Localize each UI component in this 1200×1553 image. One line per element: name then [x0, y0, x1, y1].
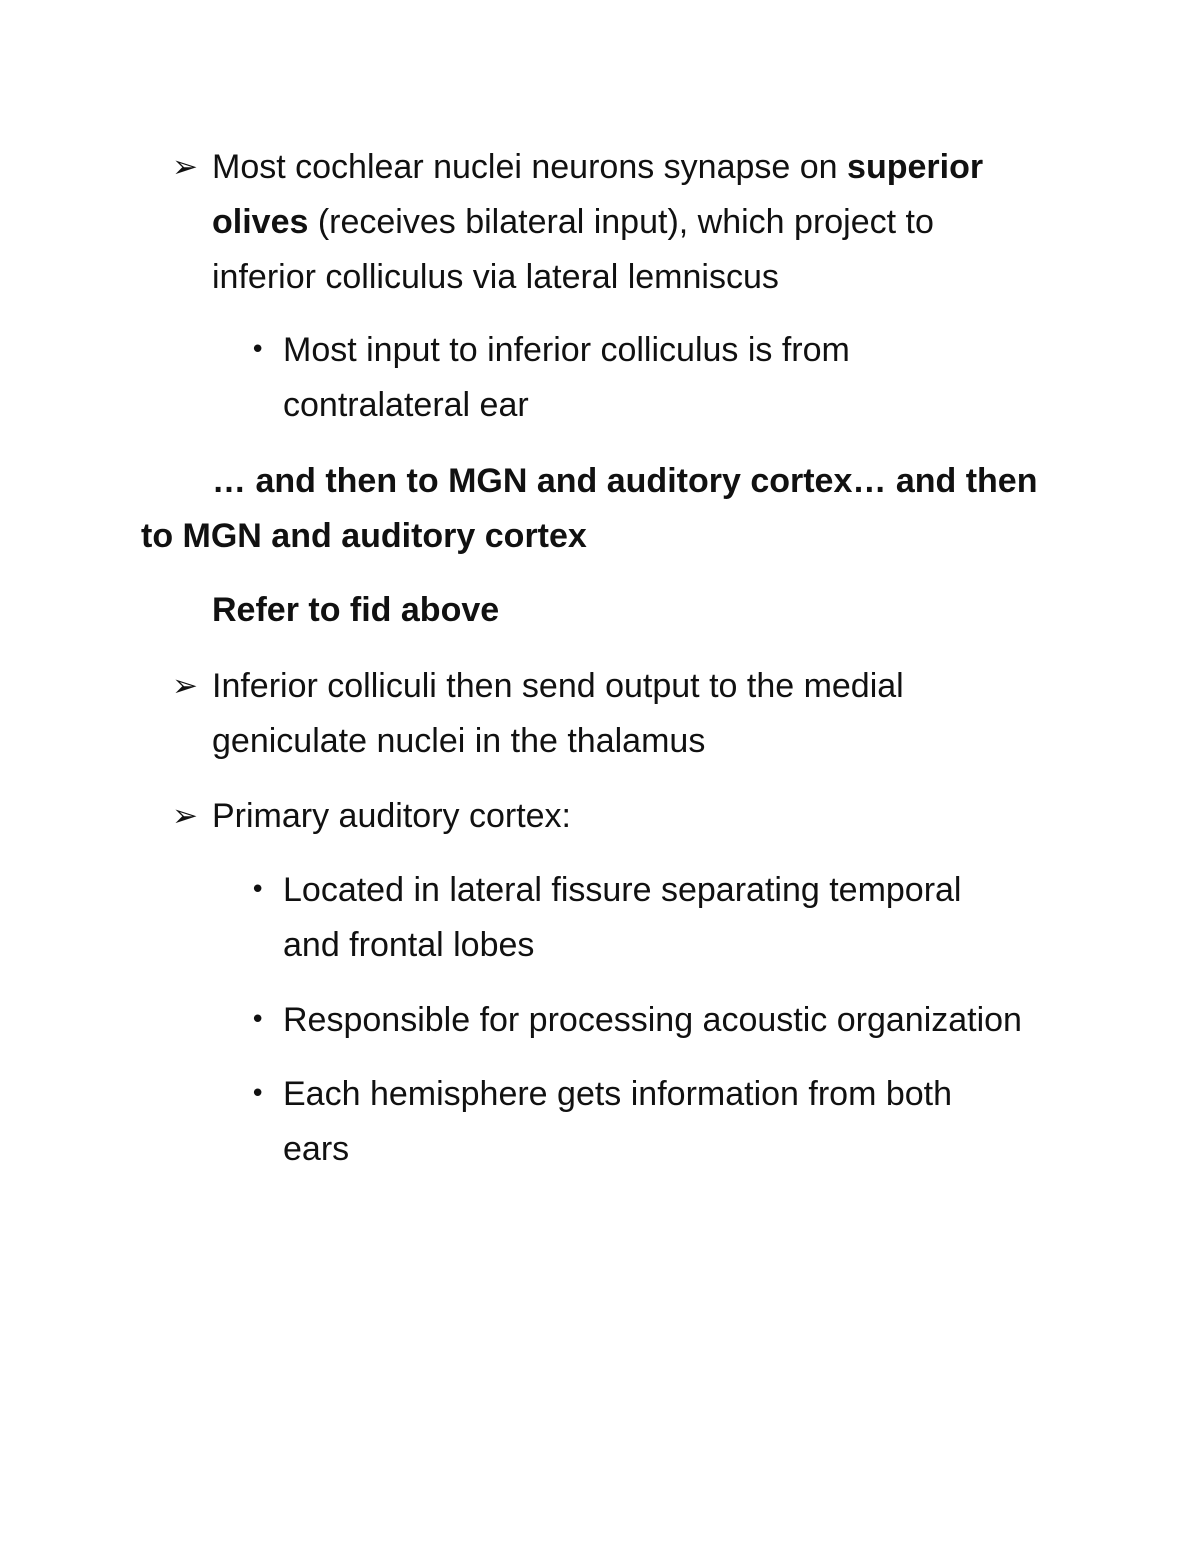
- item1-line2-text: (receives bilateral input), which project to: [308, 203, 934, 241]
- round-bullet-icon: •: [250, 875, 266, 905]
- arrowhead-bullet-icon: ➢: [172, 668, 198, 704]
- item3-line1: Primary auditory cortex:: [212, 797, 571, 835]
- item3-sub1-line1: Located in lateral fissure separating temporal: [283, 871, 962, 909]
- item1-sub1-line2: contralateral ear: [283, 386, 529, 424]
- arrowhead-bullet-icon: ➢: [172, 798, 198, 834]
- item3-sub3-line2: ears: [283, 1130, 350, 1168]
- item2-line2: geniculate nuclei in the thalamus: [212, 722, 706, 760]
- item3-sub2-line1: Responsible for processing acoustic organization: [283, 1001, 1022, 1039]
- item1-line3: inferior colliculus via lateral lemniscus: [212, 258, 779, 296]
- item3-sub3-line1: Each hemisphere gets information from both: [283, 1075, 953, 1113]
- round-bullet-icon: •: [250, 1079, 266, 1109]
- arrowhead-bullet-icon: ➢: [172, 149, 198, 185]
- item1-line1-bold: superior: [847, 148, 984, 186]
- item1-sub1-line1: Most input to inferior colliculus is from: [283, 331, 850, 369]
- round-bullet-icon: •: [250, 1005, 266, 1035]
- round-bullet-icon: •: [250, 335, 266, 365]
- refer-note: Refer to fid above: [212, 591, 500, 629]
- item3-sub1-line2: and frontal lobes: [283, 926, 535, 964]
- bold-para-line2: to MGN and auditory cortex: [141, 517, 587, 555]
- item1-line1: [212, 140, 983, 194]
- bold-para-line1: … and then to MGN and auditory cortex… and then: [212, 462, 1038, 500]
- item2-line1: Inferior colliculi then send output to the medial: [212, 667, 904, 705]
- item1-line2: [212, 195, 934, 249]
- item1-line2-bold: olives: [212, 203, 309, 241]
- item1-line1-text: Most cochlear nuclei neurons synapse on: [212, 148, 848, 186]
